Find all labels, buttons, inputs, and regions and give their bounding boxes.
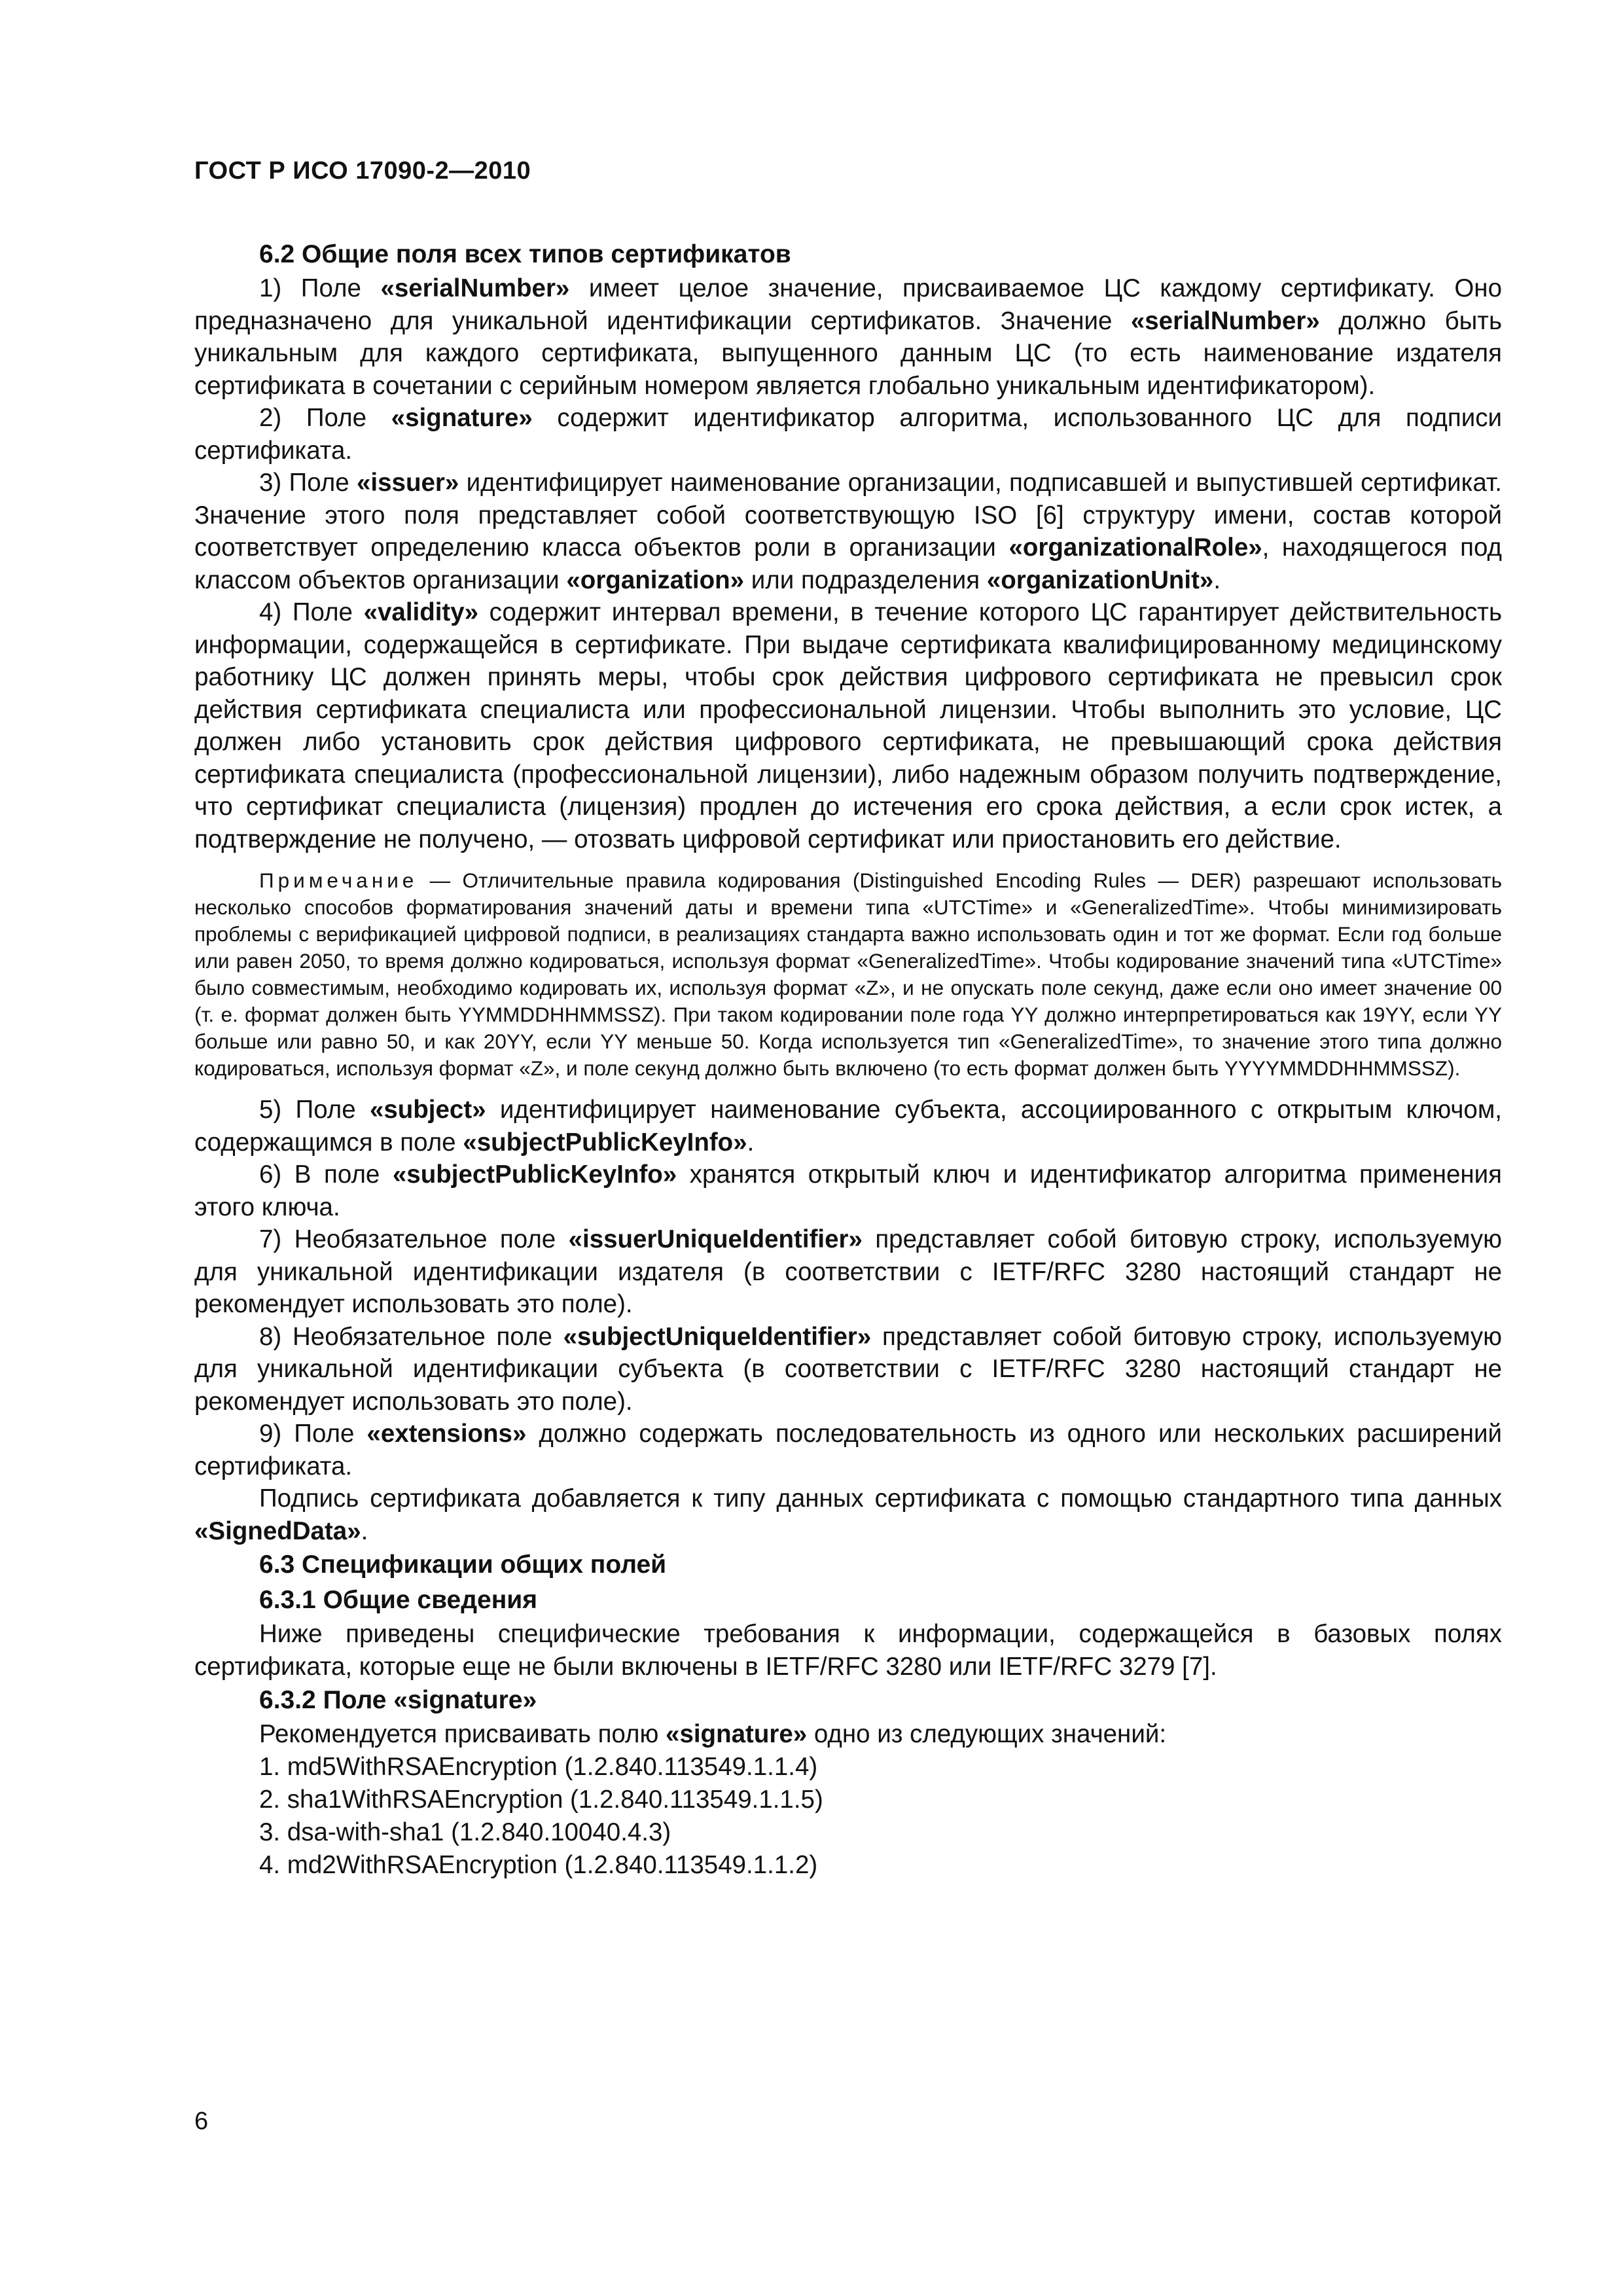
page-content [194, 237, 1502, 1882]
paragraph-signature [194, 402, 1502, 467]
paragraph-signed-data [194, 1482, 1502, 1547]
text: идентифицирует наименование субъекта, ассоциированного с открытым ключом, содержащимся в поле [194, 1096, 1502, 1157]
paragraph-validity [194, 596, 1502, 855]
text: Подпись сертификата добавляется к типу данных сертификата с помощью стандартного типа данных [259, 1484, 1502, 1513]
text: одно из следующих значений: [807, 1720, 1167, 1748]
text: 5) Поле [259, 1096, 370, 1124]
note-label: Примечание [259, 869, 418, 892]
field-name: «extensions» [366, 1420, 527, 1448]
field-name: «signature» [666, 1720, 808, 1748]
text: . [1213, 565, 1221, 594]
note-text: — Отличительные правила кодирования (Distinguished Encoding Rules — DER) разрешают использовать несколько способов форматирования значений даты и времени типа «UTCTime» и «GeneralizedTime». Чтобы минимизировать проблемы с верификацией цифровой подписи, в реализациях стандарта важно использовать один и тот же формат. Если год больше или равен 2050, то время должно кодироваться, используя формат «GeneralizedTime». Чтобы кодирование значений типа «UTCTime» было совместимым, необходимо кодировать их, используя формат «Z», и не опускать поле секунд, даже если оно имеет значение 00 (т. е. формат должен быть YYMMDDHHMMSSZ). При таком кодировании поле года YY должно интерпретироваться как 19YY, если YY больше или равно 50, и как 20YY, если YY меньше 50. Когда используется тип «GeneralizedTime», то значение этого типа должно кодироваться, используя формат «Z», и поле секунд должно быть включено (то есть формат должен быть YYYYMMDDHHMMSSZ). [194, 869, 1502, 1080]
text: . [747, 1128, 755, 1157]
paragraph-serial-number [194, 272, 1502, 402]
text: , находящегося под классом объектов организации [194, 533, 1502, 594]
field-name: «signature» [391, 404, 533, 432]
list-item: 3. dsa-with-sha1 (1.2.840.10040.4.3) [259, 1818, 671, 1846]
field-name: «issuerUniqueIdentifier» [568, 1225, 863, 1253]
text: хранятся открытый ключ и идентификатор алгоритма применения этого ключа. [194, 1160, 1502, 1221]
list-item: 2. sha1WithRSAEncryption (1.2.840.113549.1.1.5) [259, 1785, 823, 1814]
field-name: «issuer» [357, 469, 459, 497]
list-item: 1. md5WithRSAEncryption (1.2.840.113549.1.1.4) [259, 1752, 818, 1781]
field-name: «serialNumber» [380, 274, 570, 302]
text: 7) Необязательное поле [259, 1225, 569, 1253]
field-name: «subjectPublicKeyInfo» [463, 1128, 747, 1157]
text: Рекомендуется присваивать полю [259, 1720, 666, 1748]
subsection-heading-6-3-1: 6.3.1 Общие сведения [259, 1586, 537, 1614]
note-paragraph [194, 867, 1502, 1082]
text: имеет целое значение, присваиваемое ЦС каждому сертификату. Оно предназначено для уникальной идентификации сертификатов. Значение [194, 274, 1502, 335]
text: 9) Поле [259, 1420, 367, 1448]
text: или подразделения [744, 565, 987, 594]
subsection-heading-6-3-2: 6.3.2 Поле «signature» [259, 1686, 537, 1714]
text: 6) В поле [259, 1160, 393, 1189]
field-name: «organization» [566, 565, 745, 594]
field-name: «organizationUnit» [986, 565, 1214, 594]
text: 8) Необязательное поле [259, 1322, 563, 1351]
paragraph-subject-unique-identifier [194, 1321, 1502, 1418]
text: 3) Поле [259, 469, 357, 497]
paragraph-extensions [194, 1418, 1502, 1482]
paragraph-signature-intro [194, 1718, 1502, 1751]
text: 2) Поле [259, 404, 391, 432]
text: должно быть уникальным для каждого сертификата, выпущенного данным ЦС (то есть наименование издателя сертификата в сочетании с серийным номером является глобально уникальным идентификатором). [194, 306, 1502, 400]
text: содержит идентификатор алгоритма, использованного ЦС для подписи сертификата. [194, 404, 1502, 465]
field-name: «organizationalRole» [1008, 533, 1262, 562]
text: представляет собой битовую строку, используемую для уникальной идентификации субъекта (в соответствии с IETF/RFC 3280 настоящий стандарт не рекомендует использовать это поле). [194, 1322, 1502, 1416]
section-heading-6-3: 6.3 Спецификации общих полей [259, 1551, 667, 1579]
paragraph-subject-public-key-info [194, 1158, 1502, 1223]
paragraph-issuer-unique-identifier [194, 1223, 1502, 1321]
text: 4) Поле [259, 598, 364, 626]
section-heading-6-2: 6.2 Общие поля всех типов сертификатов [259, 240, 791, 268]
field-name: «serialNumber» [1130, 306, 1320, 335]
text: идентифицирует наименование организации, подписавшей и выпустившей сертификат. Значение этого поля представляет собой соответствующую ISO [6] структуру имени, состав которой соответствует определению класса объектов роли в организации [194, 469, 1502, 562]
list-item: 4. md2WithRSAEncryption (1.2.840.113549.1.1.2) [259, 1850, 818, 1879]
field-name: «subjectPublicKeyInfo» [392, 1160, 677, 1189]
text: 1) Поле [259, 274, 381, 302]
field-name: «validity» [363, 598, 479, 626]
text: должно содержать последовательность из одного или нескольких расширений сертификата. [194, 1420, 1502, 1480]
field-name: «SignedData» [194, 1516, 361, 1545]
document-header: ГОСТ Р ИСО 17090-2—2010 [194, 157, 531, 185]
text: содержит интервал времени, в течение которого ЦС гарантирует действительность информации, содержащейся в сертификате. При выдаче сертификата квалифицированному медицинскому работнику ЦС должен принять меры, чтобы срок действия цифрового сертификата не превысил срок действия сертификата специалиста или профессиональной лицензии. Чтобы выполнить это условие, ЦС должен либо установить срок действия цифрового сертификата, не превышающий срока действия сертификата специалиста (профессиональной лицензии), либо надежным образом получить подтверждение, что сертификат специалиста (лицензия) продлен до истечения его срока действия, а если срок истек, а подтверждение не получено, — отозвать цифровой сертификат или приостановить его действие. [194, 598, 1502, 853]
text: . [361, 1516, 368, 1545]
paragraph-subject [194, 1094, 1502, 1158]
paragraph-issuer [194, 467, 1502, 596]
text: представляет собой битовую строку, используемую для уникальной идентификации издателя (в соответствии с IETF/RFC 3280 настоящий стандарт не рекомендует использовать это поле). [194, 1225, 1502, 1318]
field-name: «subject» [369, 1096, 486, 1124]
field-name: «subjectUniqueIdentifier» [563, 1322, 872, 1351]
page-number: 6 [194, 2108, 209, 2135]
paragraph-general-info: Ниже приведены специфические требования к информации, содержащейся в базовых полях сертификата, которые еще не были включены в IETF/RFC 3280 или IETF/RFC 3279 [7]. [194, 1620, 1502, 1681]
